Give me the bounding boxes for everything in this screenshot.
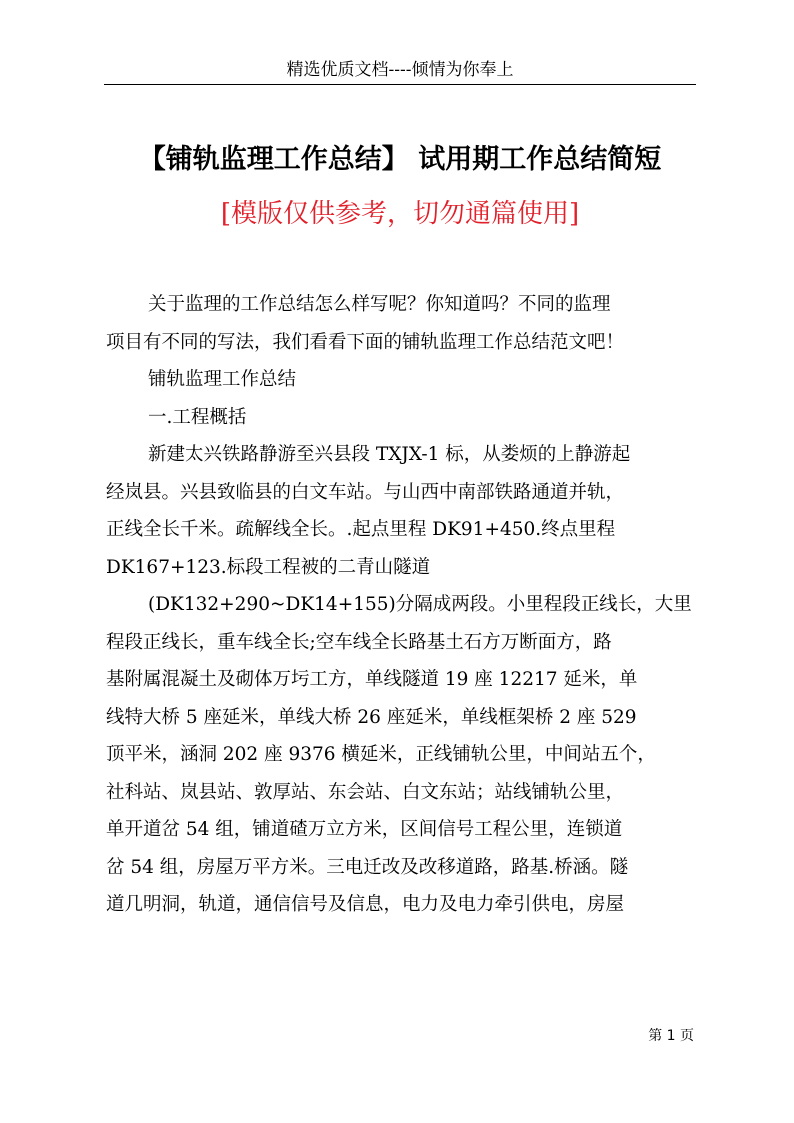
page-number: 第 1 页 <box>648 1028 694 1044</box>
document-subtitle: [模版仅供参考，切勿通篇使用] <box>220 199 580 229</box>
paragraph-line: (DK132+290~DK14+155)分隔成两段。小里程段正线长，大里 <box>148 594 692 615</box>
paragraph-line: 道几明洞，轨道，通信信号及信息，电力及电力牵引供电，房屋 <box>106 894 625 915</box>
paragraph-line: 经岚县。兴县致临县的白文车站。与山西中南部铁路通道并轨， <box>106 481 625 503</box>
paragraph-line: 单开道岔 54 组，铺道碴万立方米，区间信号工程公里，连锁道 <box>106 819 623 840</box>
paragraph-line: 岔 54 组，房屋万平方米。三电迁改及改移道路，路基.桥涵。隧 <box>106 856 629 878</box>
paragraph-line: 正线全长千米。疏解线全长。.起点里程 DK91+450.终点里程 <box>106 519 616 540</box>
document-body <box>106 286 696 924</box>
document-title: 【铺轨监理工作总结】 试用期工作总结简短 <box>138 144 662 175</box>
paragraph-line: 新建太兴铁路静游至兴县段 TXJX-1 标，从娄烦的上静游起 <box>148 444 631 465</box>
section-heading: 铺轨监理工作总结 <box>148 369 297 390</box>
paragraph-line: DK167+123.标段工程被的二青山隧道 <box>106 556 431 578</box>
paragraph-line: 项目有不同的写法，我们看看下面的铺轨监理工作总结范文吧！ <box>106 331 625 353</box>
page-header: 精选优质文档----倾情为你奉上 <box>104 56 696 85</box>
section-heading: 一.工程概括 <box>148 406 247 428</box>
paragraph-line: 程段正线长，重车线全长;空车线全长路基土石方万断面方，路 <box>106 631 612 653</box>
paragraph-line: 社科站、岚县站、敦厚站、东会站、白文东站；站线铺轨公里， <box>106 781 625 803</box>
paragraph-line: 基附属混凝土及砌体万圬工方，单线隧道 19 座 12217 延米，单 <box>106 669 638 690</box>
paragraph-line: 线特大桥 5 座延米，单线大桥 26 座延米，单线框架桥 2 座 529 <box>106 706 637 728</box>
paragraph-line: 顶平米，涵洞 202 座 9376 横延米，正线铺轨公里，中间站五个， <box>106 744 656 765</box>
paragraph-line: 关于监理的工作总结怎么样写呢？你知道吗？不同的监理 <box>148 294 611 315</box>
